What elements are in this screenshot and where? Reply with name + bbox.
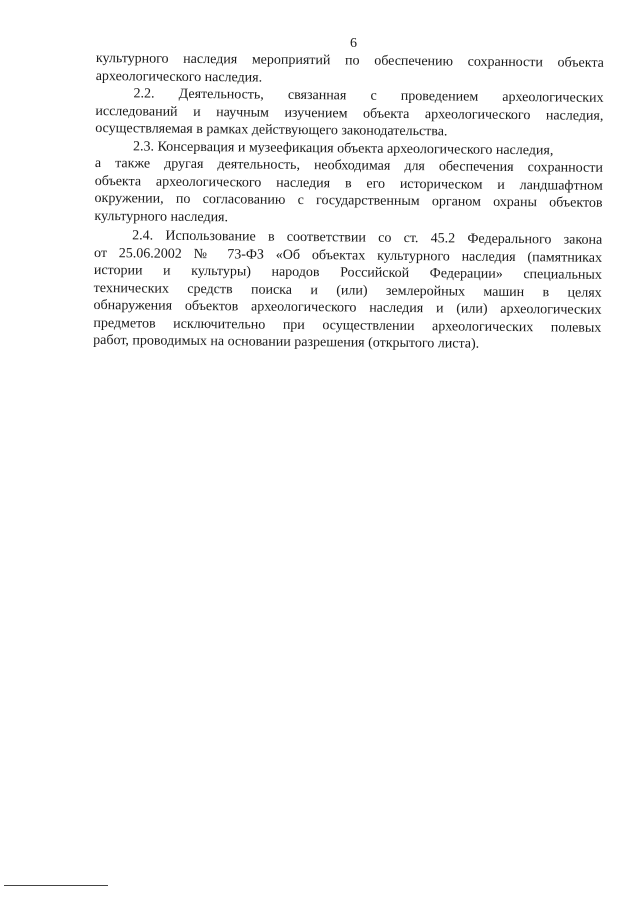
paragraph-2-4	[93, 227, 602, 354]
text-line: окружении, по согласованию с государственным органом охраны объектов	[94, 190, 603, 211]
text-line: 2.3. Консервация и музеефикация объекта археологического наследия,	[133, 138, 554, 158]
text-line: 2.4. Использование в соответствии со ст. 45.2 Федерального закона	[132, 228, 603, 248]
text-line: обнаружения объектов археологического наследия и (или) археологических	[93, 297, 602, 318]
text-line: археологического наследия.	[95, 68, 263, 86]
document-body	[93, 50, 604, 354]
text-line: культурного наследия.	[94, 208, 229, 225]
text-line: технических средств поиска и (или) землеройных машин в целях	[93, 280, 602, 301]
paragraph-2-3	[94, 137, 603, 229]
text-line: культурного наследия мероприятий по обеспечению сохранности объекта	[95, 50, 604, 71]
text-line: осуществляемая в рамках действующего законодательства.	[95, 120, 448, 140]
footnote-divider	[4, 885, 108, 886]
text-line: предметов исключительно при осуществлении археологических полевых	[93, 315, 602, 336]
text-line: истории и культуры) народов Российской Федерации» специальных	[93, 262, 602, 283]
text-line: исследований и научным изучением объекта археологического наследия,	[95, 103, 604, 124]
text-line: работ, проводимых на основании разрешения (открытого листа).	[93, 332, 480, 352]
text-line: объекта археологического наследия в его историческом и ландшафтном	[94, 173, 603, 194]
text-line: а также другая деятельность, необходимая для обеспечения сохранности	[94, 155, 603, 176]
paragraph-2-2	[95, 85, 603, 142]
paragraph-continuation	[96, 50, 604, 90]
text-line: 2.2. Деятельность, связанная с проведением археологических	[133, 86, 604, 106]
page-number: 6	[350, 36, 357, 51]
text-line: от 25.06.2002 № 73-ФЗ «Об объектах культурного наследия (памятниках	[93, 245, 603, 266]
